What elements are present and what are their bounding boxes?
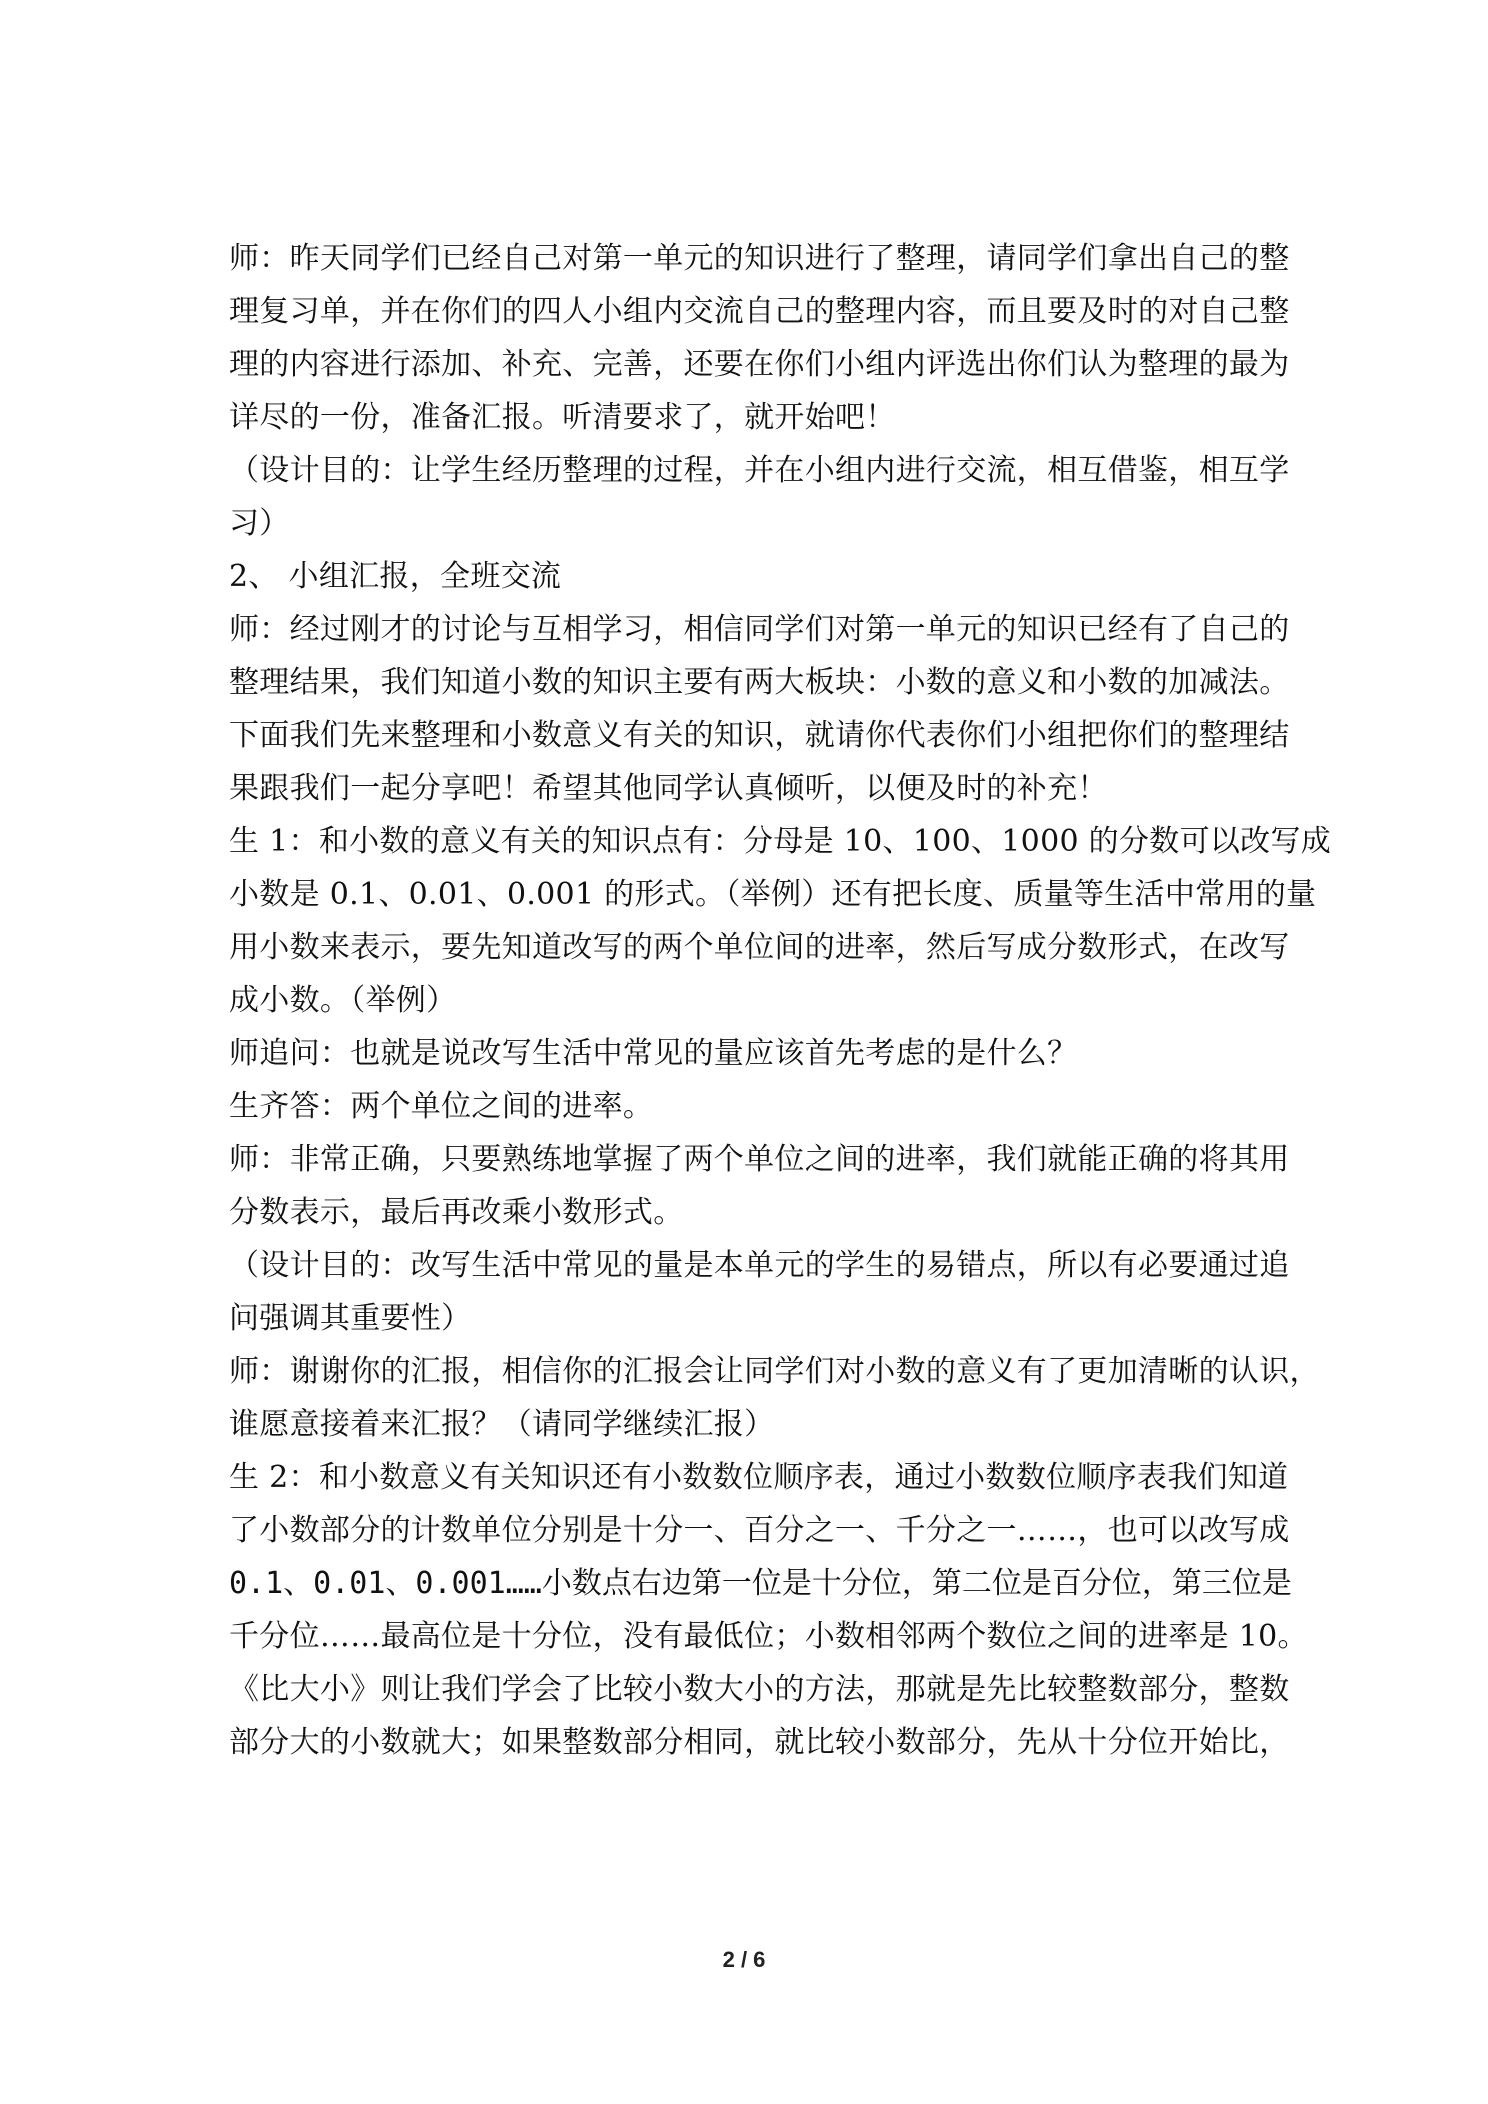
- text-line: 了小数部分的计数单位分别是十分一、百分之一、千分之一……，也可以改写成: [229, 1513, 1290, 1548]
- text-line: 小数是 0.1、0.01、0.001 的形式。（举例）还有把长度、质量等生活中常用的量: [229, 877, 1317, 912]
- text-line: 师：谢谢你的汇报，相信你的汇报会让同学们对小数的意义有了更加清晰的认识，: [229, 1354, 1320, 1389]
- text-line: 师：经过刚才的讨论与互相学习，相信同学们对第一单元的知识已经有了自己的: [229, 612, 1290, 647]
- text-line: 部分大的小数就大；如果整数部分相同，就比较小数部分，先从十分位开始比，: [229, 1725, 1290, 1760]
- text-line: 果跟我们一起分享吧！希望其他同学认真倾听，以便及时的补充！: [229, 771, 1108, 806]
- page-number: 2 / 6: [722, 1947, 766, 1972]
- text-line: 谁愿意接着来汇报？（请同学继续汇报）: [229, 1407, 775, 1442]
- text-line: 师：非常正确，只要熟练地掌握了两个单位之间的进率，我们就能正确的将其用: [229, 1142, 1290, 1177]
- text-line: 问强调其重要性）: [229, 1301, 472, 1336]
- text-line: 下面我们先来整理和小数意义有关的知识，就请你代表你们小组把你们的整理结: [229, 718, 1290, 753]
- text-line: 师：昨天同学们已经自己对第一单元的知识进行了整理，请同学们拿出自己的整: [229, 241, 1290, 276]
- text-line: 2、 小组汇报，全班交流: [229, 559, 562, 594]
- text-line: （设计目的：改写生活中常见的量是本单元的学生的易错点，所以有必要通过追: [229, 1248, 1290, 1283]
- document-body: [229, 236, 1332, 1773]
- text-line: 分数表示，最后再改乘小数形式。: [229, 1195, 684, 1230]
- text-line: 整理结果，我们知道小数的知识主要有两大板块：小数的意义和小数的加减法。: [229, 665, 1290, 700]
- text-line: 生 1：和小数的意义有关的知识点有：分母是 10、100、1000 的分数可以改写成: [229, 824, 1332, 859]
- text-line: 详尽的一份，准备汇报。听清要求了，就开始吧！: [229, 400, 896, 435]
- text-line: 生齐答：两个单位之间的进率。: [229, 1089, 654, 1124]
- text-line: 理的内容进行添加、补充、完善，还要在你们小组内评选出你们认为整理的最为: [229, 347, 1290, 382]
- text-line: 《比大小》则让我们学会了比较小数大小的方法，那就是先比较整数部分，整数: [229, 1672, 1290, 1707]
- text-line: 千分位……最高位是十分位，没有最低位；小数相邻两个数位之间的进率是 10。: [229, 1619, 1308, 1654]
- text-line: 生 2：和小数意义有关知识还有小数数位顺序表，通过小数数位顺序表我们知道: [229, 1460, 1289, 1495]
- text-line: 用小数来表示，要先知道改写的两个单位间的进率，然后写成分数形式，在改写: [229, 930, 1290, 965]
- text-line: 师追问：也就是说改写生活中常见的量应该首先考虑的是什么？: [229, 1036, 1078, 1071]
- text-line: 习）: [229, 506, 290, 541]
- text-line: 理复习单，并在你们的四人小组内交流自己的整理内容，而且要及时的对自己整: [229, 294, 1290, 329]
- text-line: （设计目的：让学生经历整理的过程，并在小组内进行交流，相互借鉴，相互学: [229, 453, 1290, 488]
- text-line: 0.1、0.01、0.001……小数点右边第一位是十分位，第二位是百分位，第三位是: [229, 1566, 1292, 1601]
- text-line: 成小数。（举例）: [229, 983, 457, 1018]
